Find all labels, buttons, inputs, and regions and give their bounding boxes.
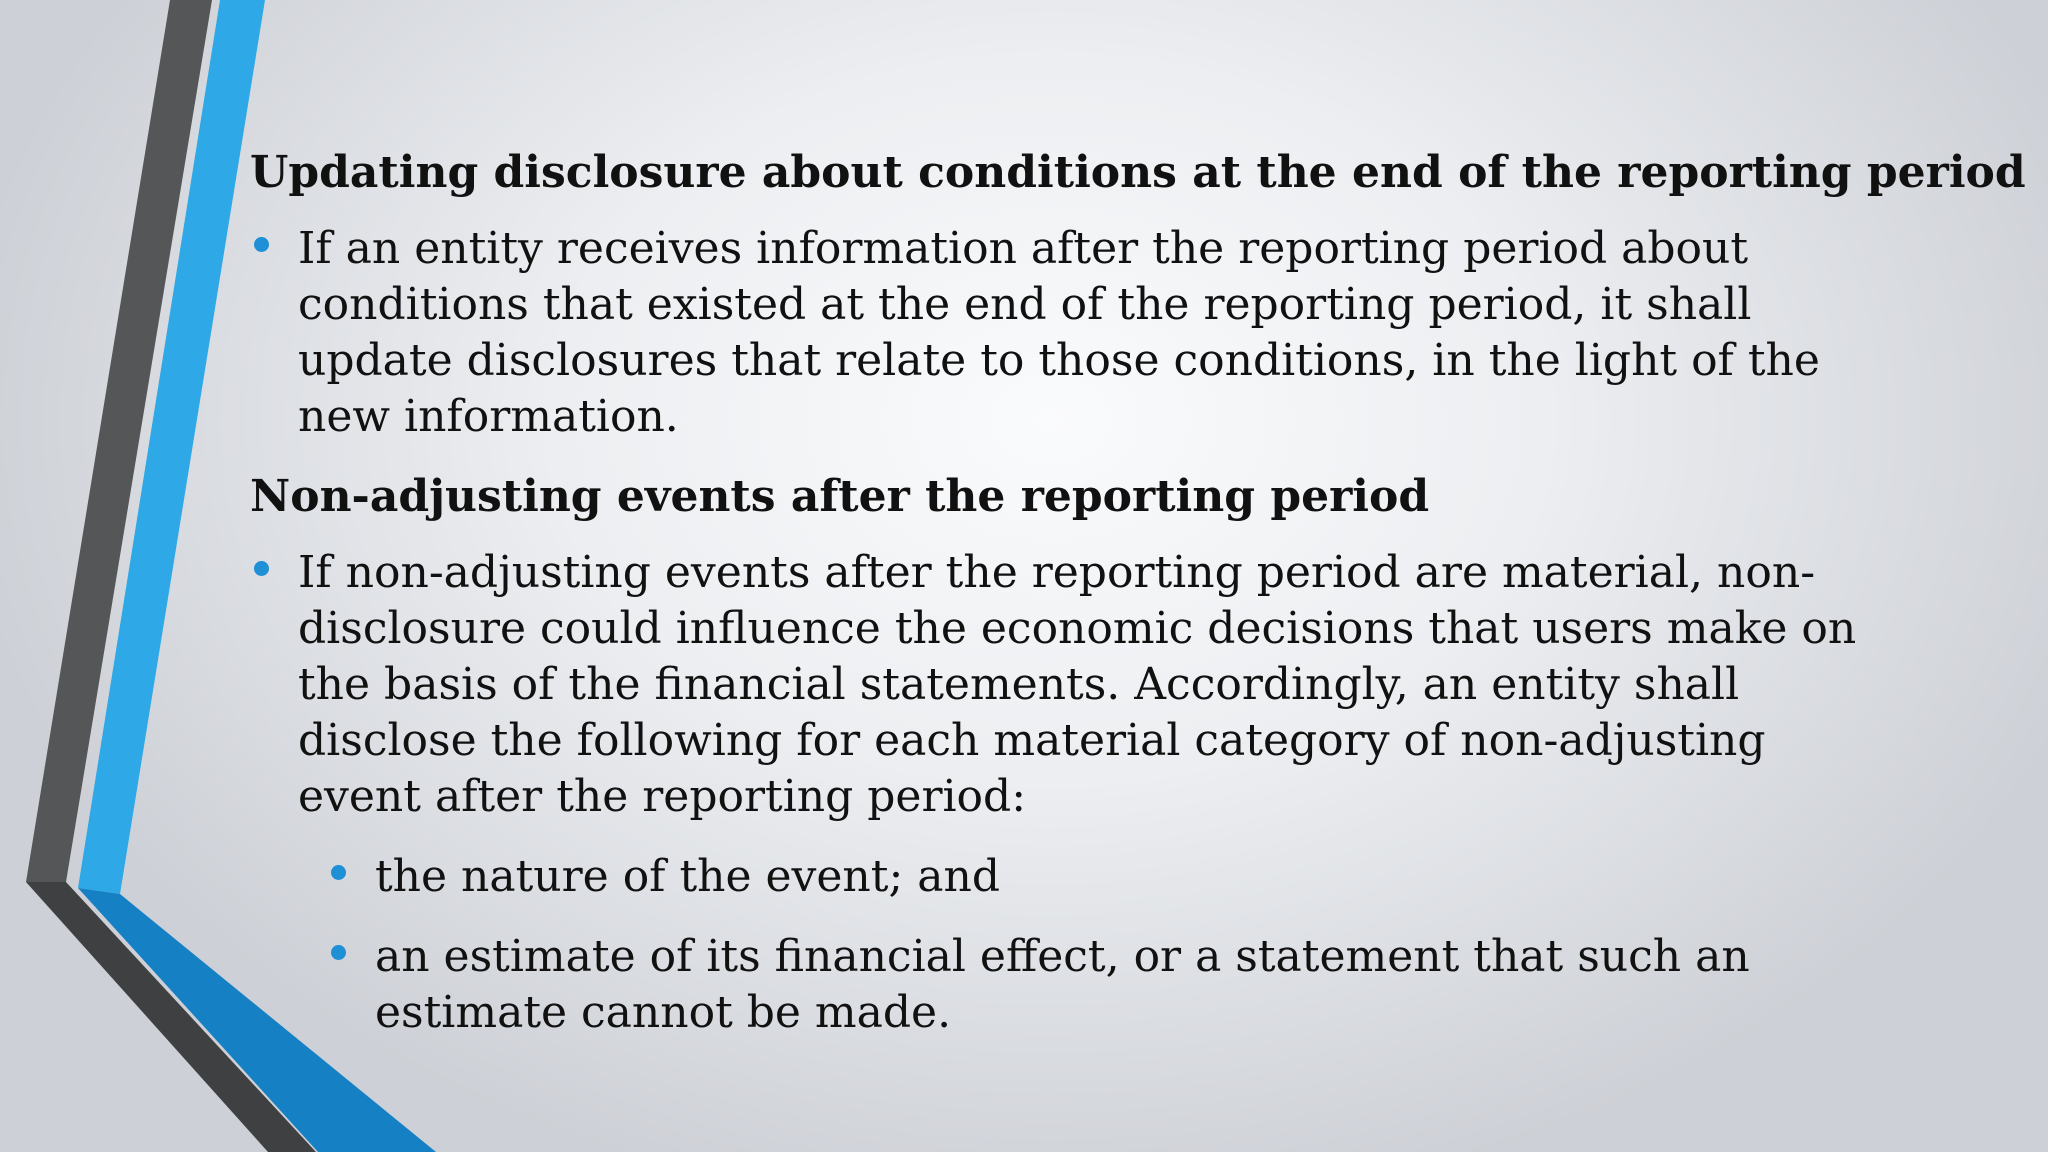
sub-bullet-financial-effect: an estimate of its financial effect, or a statement that such an estimate cannot be made. bbox=[327, 929, 1890, 1041]
bullet-updating-disclosure: If an entity receives information after the reporting period about conditions that existed at the end of the reporting period, it shall update disclosures that relate to those conditions, in the light of the new information. bbox=[250, 221, 1890, 445]
slide-content bbox=[250, 145, 2026, 1065]
section-heading-non-adjusting-events: Non-adjusting events after the reporting period bbox=[250, 471, 1430, 522]
sub-bullet-nature-of-event: the nature of the event; and bbox=[327, 849, 1890, 905]
bullet-non-adjusting-events: If non-adjusting events after the reporting period are material, non-disclosure could influence the economic decisions that users make on the basis of the financial statements. Accordingly, an entity shall disclose the following for each material category of non-adjusting event after the reporting period: bbox=[250, 545, 1890, 825]
section-heading-updating-disclosure: Updating disclosure about conditions at the end of the reporting period bbox=[250, 147, 2026, 198]
